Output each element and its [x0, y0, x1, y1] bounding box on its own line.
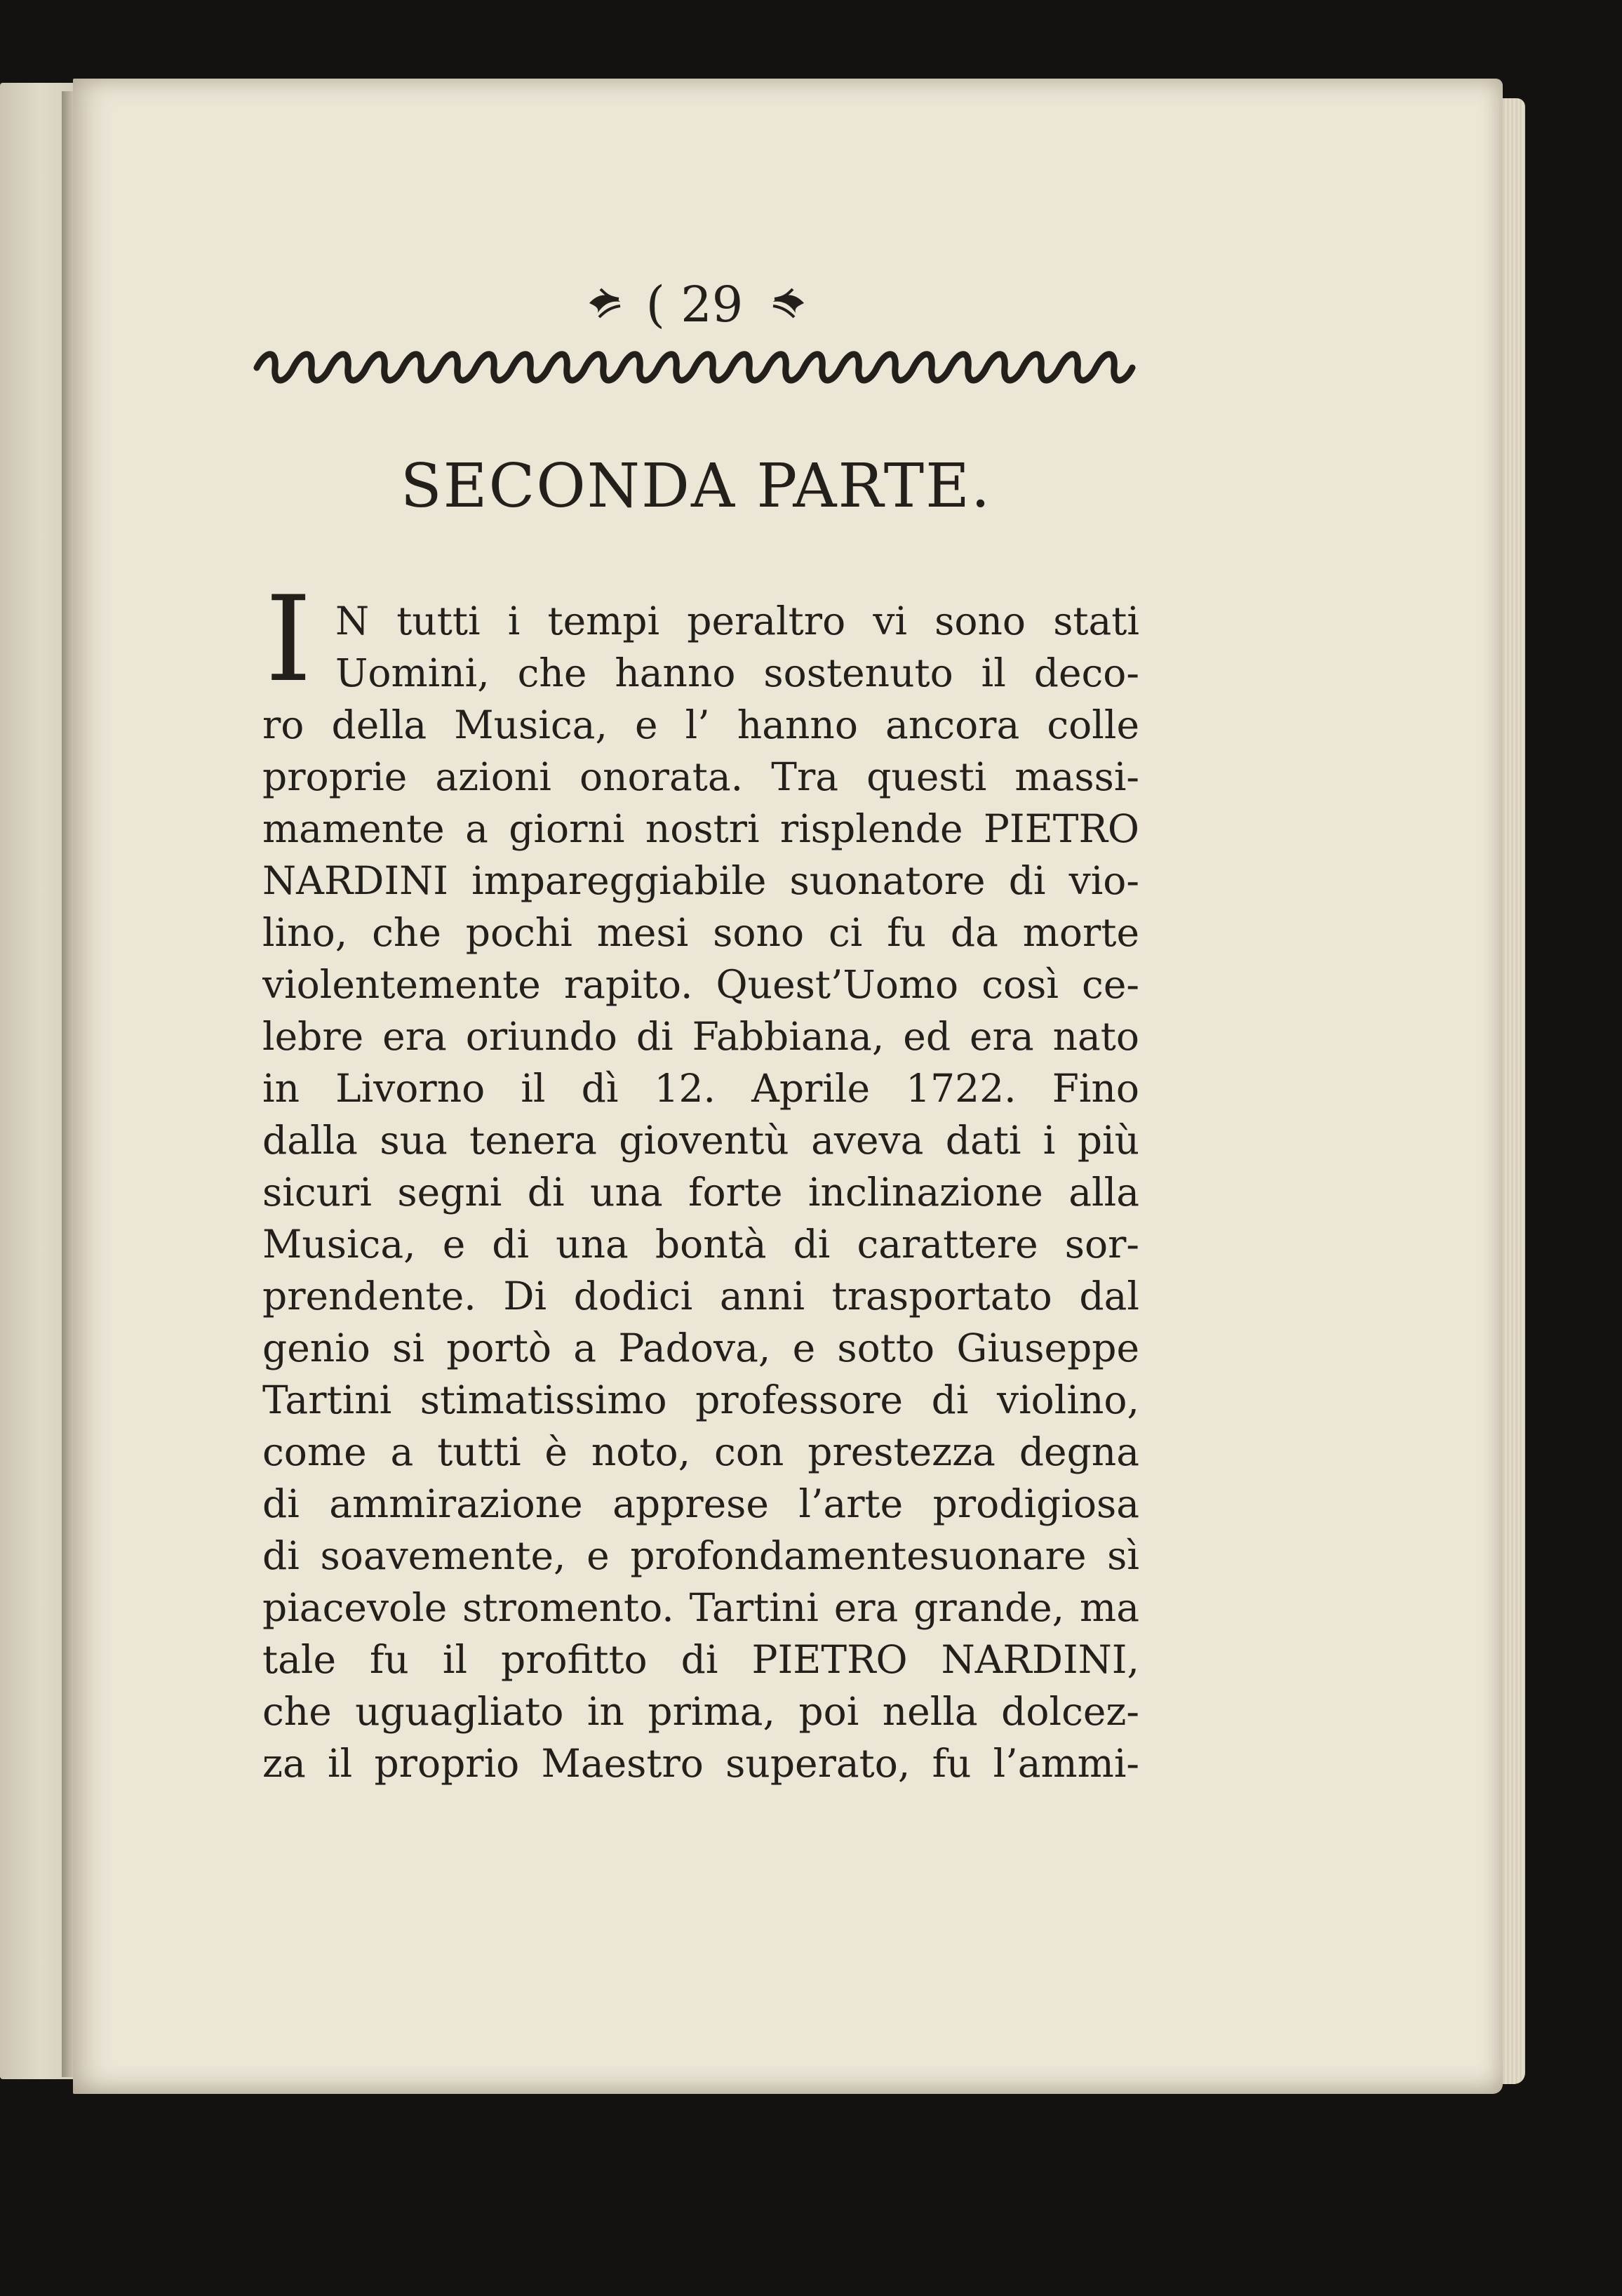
text-line: N tutti i tempi peraltro vi sono stati: [335, 599, 1139, 643]
text-line: tale fu il profitto di PIETRO NARDINI,: [262, 1637, 1139, 1682]
text-line: genio si portò a Padova, e sotto Giuseppe: [262, 1326, 1139, 1370]
text-line: Tartini stimatissimo professore di violino,: [262, 1377, 1139, 1422]
text-line: come a tutti è noto, con prestezza degna: [262, 1429, 1139, 1474]
text-line: prendente. Di dodici anni trasportato dal: [262, 1274, 1139, 1319]
text-line: ro della Musica, e l’ hanno ancora colle: [262, 702, 1139, 747]
wave-ornament-icon: [253, 342, 1139, 392]
text-line: za il proprio Maestro superato, fu l’ammi-: [262, 1741, 1139, 1786]
text-line: piacevole stromento. Tartini era grande, ma: [262, 1585, 1139, 1630]
text-line: lebre era oriundo di Fabbiana, ed era nato: [262, 1014, 1139, 1059]
fleuron-icon: [588, 285, 624, 321]
text-line: Musica, e di una bontà di carattere sor-: [262, 1222, 1139, 1267]
page-header: [0, 269, 1622, 340]
text-line: Uomini, che hanno sostenuto il deco-: [335, 650, 1139, 695]
text-line: dalla sua tenera gioventù aveva dati i più: [262, 1118, 1139, 1163]
text-line: di ammirazione apprese l’arte prodigiosa: [262, 1481, 1139, 1526]
text-line: proprie azioni onorata. Tra questi massi-: [262, 754, 1139, 799]
page-number: ( 29: [645, 276, 744, 333]
section-heading: SECONDA PARTE.: [400, 451, 992, 521]
drop-cap: I: [265, 570, 312, 708]
text-line: mamente a giorni nostri risplende PIETRO: [262, 806, 1139, 851]
text-line: violentemente rapito. Quest’Uomo così ce-: [262, 962, 1139, 1007]
text-line: NARDINI impareggiabile suonatore di vio-: [262, 858, 1139, 903]
page-stack-edge: [1500, 98, 1525, 2084]
text-line: lino, che pochi mesi sono ci fu da morte: [262, 910, 1139, 955]
text-line: in Livorno il dì 12. Aprile 1722. Fino: [262, 1066, 1139, 1111]
text-line: che uguagliato in prima, poi nella dolcez-: [262, 1689, 1139, 1734]
fleuron-icon: [769, 285, 805, 321]
text-line: sicuri segni di una forte inclinazione alla: [262, 1170, 1139, 1215]
text-line: di soavemente, e profondamentesuonare sì: [262, 1533, 1139, 1578]
